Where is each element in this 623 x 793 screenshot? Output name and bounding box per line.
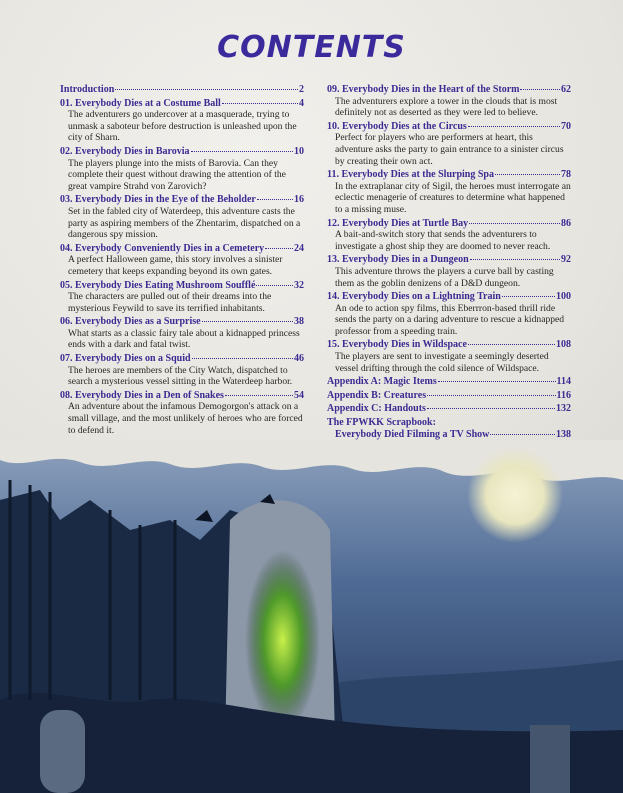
toc-entry-description: In the extraplanar city of Sigil, the heroes must interrogate an eclectic menagerie of creatures to determine what happened to a missing muse.: [335, 180, 571, 215]
toc-entry-description: Set in the fabled city of Waterdeep, this adventure casts the party as aspiring members of the Zhentarim, dispatched on a dangerous spy mission.: [68, 205, 301, 241]
toc-entry[interactable]: [60, 280, 304, 315]
toc-entry-heading[interactable]: [327, 390, 571, 402]
toc-entry[interactable]: [327, 403, 571, 415]
toc-entry[interactable]: [60, 84, 304, 96]
toc-entry-subheading[interactable]: [327, 429, 571, 441]
toc-entry[interactable]: [327, 390, 571, 402]
toc-entry-heading[interactable]: [327, 121, 571, 133]
toc-entry-page: 108: [556, 339, 571, 351]
toc-entry-title: 10. Everybody Dies at the Circus: [327, 120, 467, 132]
toc-entry[interactable]: [60, 353, 304, 388]
toc-entry-page: 54: [294, 389, 304, 401]
toc-entry[interactable]: [60, 316, 304, 351]
toc-entry-title: Introduction: [60, 84, 115, 95]
toc-entry[interactable]: [327, 339, 571, 374]
glowing-gateway: [245, 550, 320, 730]
moon: [467, 447, 563, 543]
dot-leader: [256, 285, 293, 286]
dot-leader: [222, 103, 298, 104]
toc-entry-page: 24: [294, 242, 304, 254]
dot-leader: [257, 199, 293, 200]
cemetery-gate-illustration: [0, 440, 623, 793]
dot-leader: [520, 89, 560, 90]
toc-entry-heading[interactable]: [60, 316, 304, 328]
toc-entry-page: 138: [556, 428, 571, 440]
toc-entry-description: The heroes are members of the City Watch, dispatched to search a mysterious vessel sitting in the Waterdeep harbor.: [68, 364, 293, 388]
toc-entry-title: 06. Everybody Dies as a Surprise: [60, 316, 201, 328]
toc-entry-title: 05. Everybody Dies Eating Mushroom Soufflé: [60, 279, 256, 291]
toc-entry-heading[interactable]: [327, 169, 571, 181]
toc-entry-description: The players are sent to investigate a seemingly deserted vessel drifting through the cold silence of Wildspace.: [335, 351, 549, 374]
toc-entry[interactable]: [327, 169, 571, 215]
dot-leader: [191, 151, 293, 152]
toc-entry-description: The characters are pulled out of their dreams into the mysterious Feywild to save its terrified inhabitants.: [68, 291, 272, 314]
toc-entry-title: Appendix C: Handouts: [327, 403, 426, 415]
dot-leader: [427, 408, 555, 409]
toc-entry[interactable]: [60, 243, 304, 278]
toc-entry-description: The adventurers go undercover at a masquerade, trying to unmask a saboteur before destruction is unleashed upon the city of Sharn.: [68, 109, 297, 144]
dot-leader: [202, 321, 293, 322]
toc-entry-title: 03. Everybody Dies in the Eye of the Beholder: [60, 194, 256, 206]
toc-entry[interactable]: [327, 376, 571, 388]
toc-entry-heading[interactable]: [60, 353, 304, 365]
toc-entry-title: The FPWKK Scrapbook:: [327, 417, 436, 429]
toc-entry-page: 46: [294, 353, 304, 365]
toc-entry-heading[interactable]: [327, 254, 571, 266]
tombstone: [530, 725, 570, 793]
toc-entry-title: 04. Everybody Conveniently Dies in a Cemetery: [60, 242, 265, 254]
toc-entry[interactable]: [327, 84, 571, 119]
toc-entry-title: 11. Everybody Dies at the Slurping Spa: [327, 169, 494, 181]
toc-entry-description: An adventure about the infamous Demogorgon's attack on a small village, and the most unlikely of heroes who are forced to defend it.: [68, 401, 303, 436]
toc-entry-heading[interactable]: [60, 390, 304, 402]
toc-entry-heading[interactable]: [60, 84, 304, 96]
toc-entry-title: 15. Everybody Dies in Wildspace: [327, 339, 467, 351]
toc-entry-page: 100: [556, 291, 571, 303]
toc-entry[interactable]: [327, 121, 571, 167]
toc-entry-title: 13. Everybody Dies in a Dungeon: [327, 254, 469, 266]
toc-entry-page: 16: [294, 194, 304, 206]
dot-leader: [192, 358, 293, 359]
toc-entry-page: 38: [294, 316, 304, 328]
toc-entry-title: Appendix B: Creatures: [327, 389, 427, 401]
toc-entry[interactable]: [327, 218, 571, 253]
dot-leader: [427, 395, 555, 396]
dot-leader: [115, 89, 298, 90]
toc-entry-title: 12. Everybody Dies at Turtle Bay: [327, 217, 469, 229]
toc-entry-heading[interactable]: [60, 194, 304, 206]
dot-leader: [225, 395, 293, 396]
toc-entry-description: What starts as a classic fairy tale about a kidnapped princess ends with a dark and fatal twist.: [68, 327, 300, 351]
toc-entry[interactable]: [327, 254, 571, 289]
dot-leader: [468, 344, 555, 345]
tombstone: [40, 710, 85, 793]
toc-entry-scrapbook[interactable]: [327, 417, 571, 440]
dot-leader: [265, 248, 293, 249]
toc-entry[interactable]: [60, 194, 304, 240]
toc-entry-title: Appendix A: Magic Items: [327, 376, 437, 388]
toc-entry-page: 78: [561, 169, 571, 181]
toc-right-column: [327, 84, 571, 442]
toc-left-column: [60, 84, 304, 438]
toc-entry-page: 70: [561, 120, 571, 132]
toc-entry-page: 116: [556, 389, 571, 401]
toc-entry-page: 62: [561, 84, 571, 95]
toc-entry[interactable]: [327, 291, 571, 337]
toc-entry-title: 02. Everybody Dies in Barovia: [60, 145, 190, 157]
toc-entry-heading[interactable]: [327, 84, 571, 96]
toc-entry-description: The adventurers explore a tower in the clouds that is most definitely not as deserted as they were led to believe.: [335, 95, 558, 119]
toc-entry-page: 114: [556, 376, 571, 388]
toc-entry-heading[interactable]: [327, 403, 571, 415]
toc-entry-title: 08. Everybody Dies in a Den of Snakes: [60, 389, 224, 401]
toc-entry-description: A perfect Halloween game, this story involves a sinister cemetery that keeps expanding beyond its own gates.: [68, 254, 283, 277]
dot-leader: [495, 174, 560, 175]
dot-leader: [470, 259, 560, 260]
toc-entry[interactable]: [60, 146, 304, 192]
toc-entry-page: 32: [294, 279, 304, 291]
toc-entry-description: This adventure throws the players a curve ball by casting them as the goblin denizens of a D&D dungeon.: [335, 265, 554, 289]
toc-entry-page: 4: [299, 97, 304, 109]
toc-entry[interactable]: [60, 390, 304, 436]
dot-leader: [468, 126, 560, 127]
toc-entry-description: The players plunge into the mists of Barovia. Can they complete their quest without drawing the attention of the great vampire Strahd von Zarovich?: [68, 157, 286, 192]
dot-leader: [490, 434, 555, 435]
toc-entry-page: 10: [294, 145, 304, 157]
toc-entry-heading[interactable]: [327, 339, 571, 351]
toc-entry-title: 01. Everybody Dies at a Costume Ball: [60, 97, 221, 109]
toc-entry-subtitle: Everybody Died Filming a TV Show: [335, 428, 490, 440]
toc-entry-description: Perfect for players who are performers at heart, this adventure asks the party to gain entrance to a sinister circus by creating their own act.: [335, 132, 564, 167]
toc-entry-description: An ode to action spy films, this Eberrron-based thrill ride sends the party on a daring adventure to rescue a kidnapped professor from a speeding train.: [335, 302, 565, 337]
page-title: CONTENTS: [217, 30, 406, 65]
toc-entry-page: 132: [556, 403, 571, 415]
dot-leader: [502, 296, 555, 297]
toc-entry-heading[interactable]: [327, 218, 571, 230]
toc-entry-title: 09. Everybody Dies in the Heart of the Storm: [327, 84, 520, 95]
toc-entry-page: 86: [561, 217, 571, 229]
dot-leader: [469, 223, 560, 224]
toc-entry-description: A bait-and-switch story that sends the adventurers to investigate a ghost ship they are doomed to never reach.: [335, 229, 551, 252]
toc-entry-heading[interactable]: [327, 291, 571, 303]
toc-entry-heading[interactable]: [327, 417, 571, 429]
toc-entry-page: 92: [561, 254, 571, 266]
toc-entry-heading[interactable]: [60, 98, 304, 110]
toc-entry-heading[interactable]: [60, 146, 304, 158]
toc-entry-heading[interactable]: [60, 280, 304, 292]
toc-entry-title: 14. Everybody Dies on a Lightning Train: [327, 291, 501, 303]
toc-entry-title: 07. Everybody Dies on a Squid: [60, 353, 191, 365]
toc-entry-page: 2: [299, 84, 304, 95]
toc-entry-heading[interactable]: [327, 376, 571, 388]
toc-entry[interactable]: [60, 98, 304, 144]
dot-leader: [438, 381, 556, 382]
toc-entry-heading[interactable]: [60, 243, 304, 255]
